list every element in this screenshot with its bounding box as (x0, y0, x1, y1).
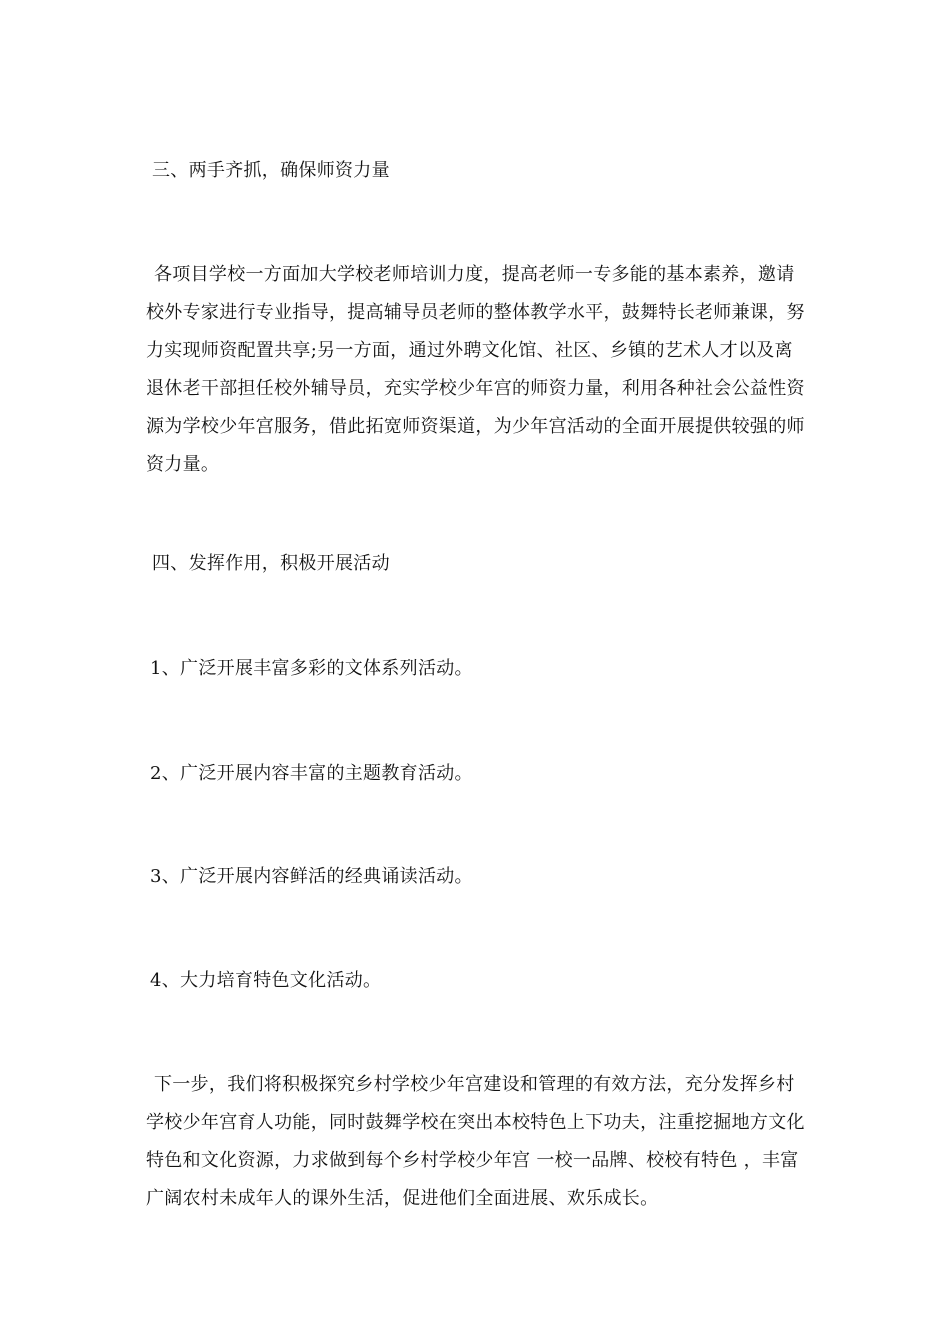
section-4-item-3: 3、广泛开展内容鲜活的经典诵读活动。 (150, 866, 473, 887)
closing-paragraph: 下一步，我们将积极探究乡村学校少年宫建设和管理的有效方法，充分发挥乡村学校少年宫育人功能，同时鼓舞学校在突出本校特色上下功夫，注重挖掘地方文化特色和文化资源，力求做到每个乡村学校少年宫 一校一品牌、校校有特色 ，丰富广阔农村未成年人的课外生活，促进他们全面进展、欢乐成长。 (146, 1074, 805, 1209)
section-4-heading: 四、发挥作用，积极开展活动 (152, 553, 390, 574)
section-4-item-4: 4、大力培育特色文化活动。 (150, 970, 382, 991)
section-4-item-1: 1、广泛开展丰富多彩的文体系列活动。 (150, 658, 473, 679)
section-3-paragraph: 各项目学校一方面加大学校老师培训力度，提高老师一专多能的基本素养，邀请校外专家进行专业指导，提高辅导员老师的整体教学水平，鼓舞特长老师兼课，努力实现师资配置共享;另一方面，通过外聘文化馆、社区、乡镇的艺术人才以及离退休老干部担任校外辅导员，充实学校少年宫的师资力量，利用各种社会公益性资源为学校少年宫服务，借此拓宽师资渠道，为少年宫活动的全面开展提供较强的师资力量。 (146, 264, 805, 475)
section-4-item-2: 2、广泛开展内容丰富的主题教育活动。 (150, 763, 473, 784)
section-3-heading: 三、两手齐抓，确保师资力量 (152, 160, 390, 181)
